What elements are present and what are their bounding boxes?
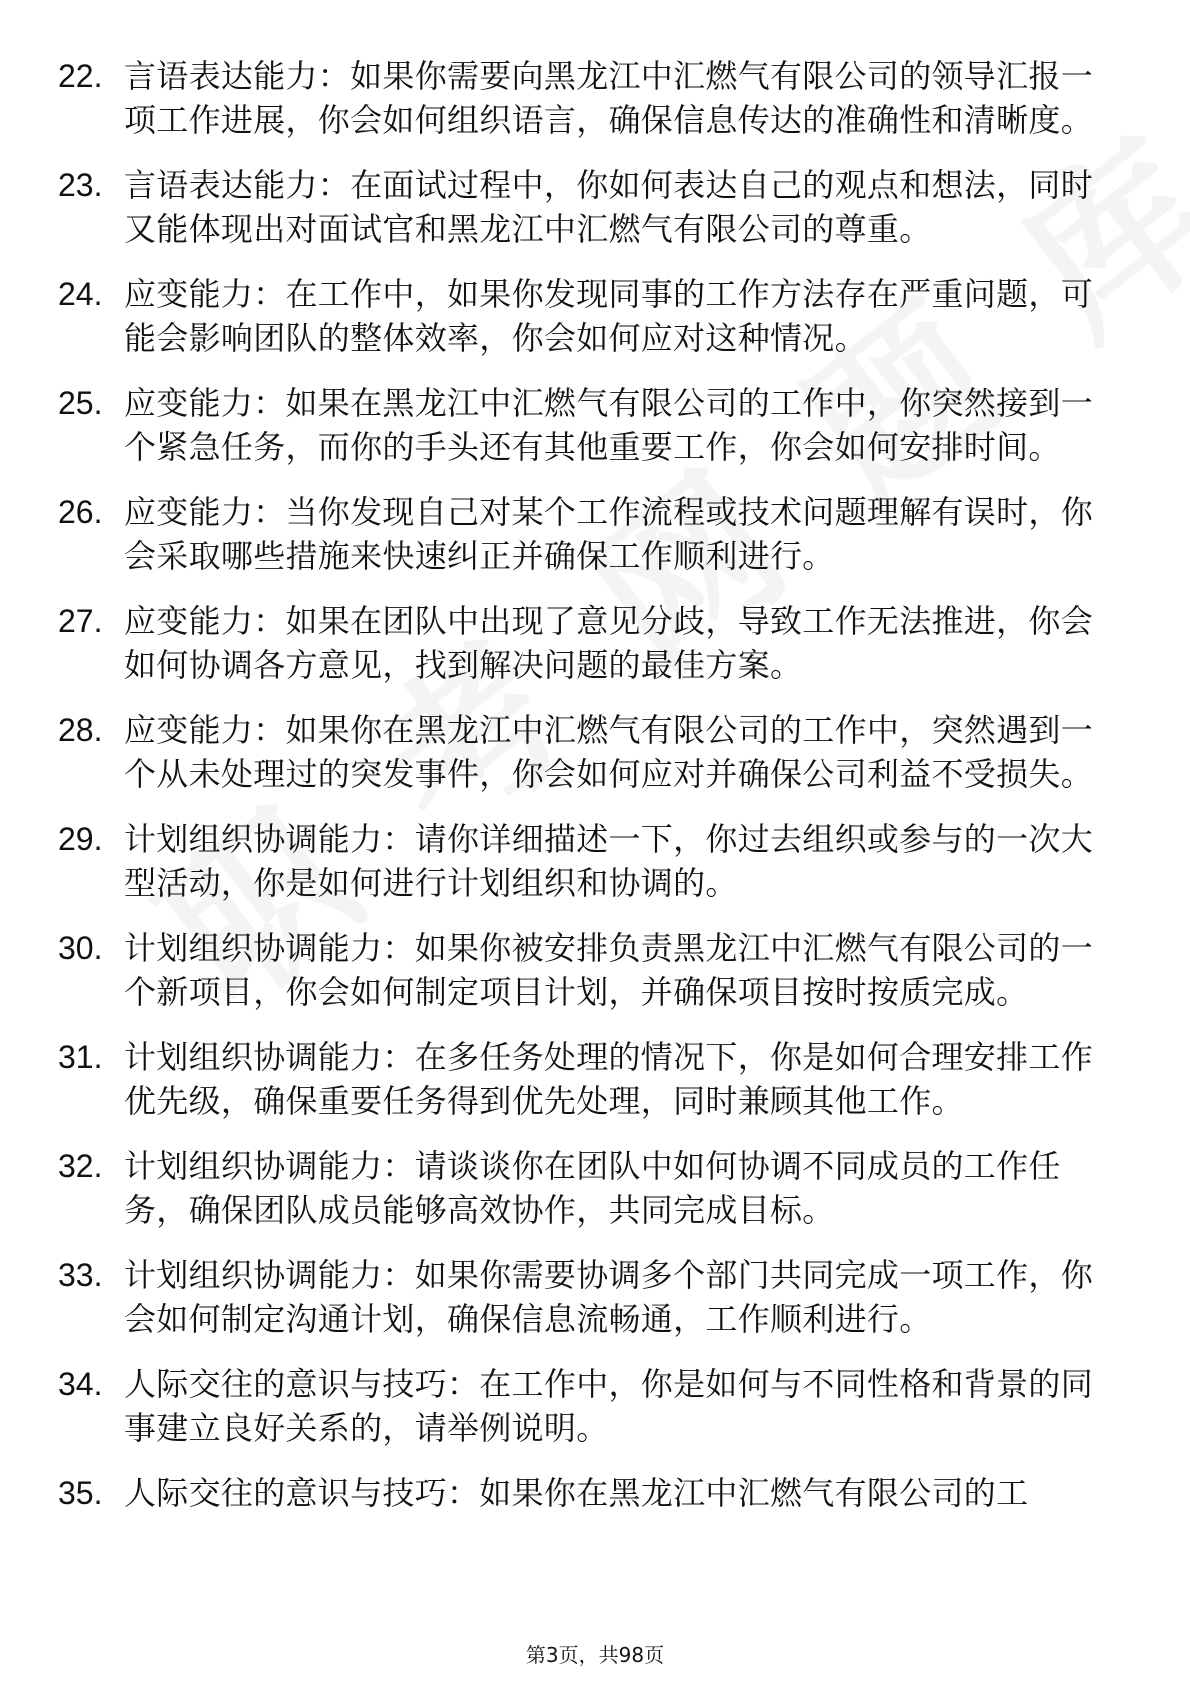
question-item [58,163,1118,251]
question-text: 人际交往的意识与技巧：在工作中，你是如何与不同性格和背景的同事建立良好关系的，请举例说明。 [124,1365,1094,1447]
question-number: 35. [58,1475,103,1511]
question-text: 言语表达能力：在面试过程中，你如何表达自己的观点和想法，同时又能体现出对面试官和黑龙江中汇燃气有限公司的尊重。 [124,166,1094,248]
page-footer [0,1642,1190,1668]
question-number: 29. [58,821,103,857]
question-text: 计划组织协调能力：如果你需要协调多个部门共同完成一项工作，你会如何制定沟通计划，确保信息流畅通，工作顺利进行。 [124,1256,1094,1338]
question-item [58,1035,1118,1123]
question-number: 28. [58,712,103,748]
question-number: 30. [58,930,103,966]
question-text: 应变能力：当你发现自己对某个工作流程或技术问题理解有误时，你会采取哪些措施来快速纠正并确保工作顺利进行。 [124,493,1094,575]
question-list [58,54,1118,1536]
question-number: 27. [58,603,103,639]
question-item [58,926,1118,1014]
question-number: 25. [58,385,103,421]
question-number: 31. [58,1039,103,1075]
question-number: 23. [58,167,103,203]
page-number: 第3页，共98页 [525,1643,665,1667]
question-number: 24. [58,276,103,312]
question-text: 计划组织协调能力：请你详细描述一下，你过去组织或参与的一次大型活动，你是如何进行计划组织和协调的。 [124,820,1094,902]
question-item [58,1253,1118,1341]
question-item [58,1144,1118,1232]
question-text: 应变能力：在工作中，如果你发现同事的工作方法存在严重问题，可能会影响团队的整体效率，你会如何应对这种情况。 [124,275,1094,357]
question-item [58,272,1118,360]
question-text: 应变能力：如果你在黑龙江中汇燃气有限公司的工作中，突然遇到一个从未处理过的突发事件，你会如何应对并确保公司利益不受损失。 [124,711,1094,793]
question-text: 应变能力：如果在团队中出现了意见分歧，导致工作无法推进，你会如何协调各方意见，找到解决问题的最佳方案。 [124,602,1094,684]
question-number: 32. [58,1148,103,1184]
question-text: 计划组织协调能力：请谈谈你在团队中如何协调不同成员的工作任务，确保团队成员能够高效协作，共同完成目标。 [124,1147,1061,1229]
question-item [58,817,1118,905]
question-number: 34. [58,1366,103,1402]
question-item [58,381,1118,469]
question-item [58,708,1118,796]
question-item [58,1471,1118,1515]
question-number: 33. [58,1257,103,1293]
question-text: 应变能力：如果在黑龙江中汇燃气有限公司的工作中，你突然接到一个紧急任务，而你的手头还有其他重要工作，你会如何安排时间。 [124,384,1094,466]
question-item [58,1362,1118,1450]
question-item [58,599,1118,687]
question-item [58,490,1118,578]
question-item [58,54,1118,142]
question-text: 计划组织协调能力：如果你被安排负责黑龙江中汇燃气有限公司的一个新项目，你会如何制定项目计划，并确保项目按时按质完成。 [124,929,1094,1011]
question-number: 26. [58,494,103,530]
question-text: 计划组织协调能力：在多任务处理的情况下，你是如何合理安排工作优先级，确保重要任务得到优先处理，同时兼顾其他工作。 [124,1038,1094,1120]
question-text: 言语表达能力：如果你需要向黑龙江中汇燃气有限公司的领导汇报一项工作进展，你会如何组织语言，确保信息传达的准确性和清晰度。 [124,57,1094,139]
question-text: 人际交往的意识与技巧：如果你在黑龙江中汇燃气有限公司的工 [124,1474,1029,1512]
question-number: 22. [58,58,103,94]
